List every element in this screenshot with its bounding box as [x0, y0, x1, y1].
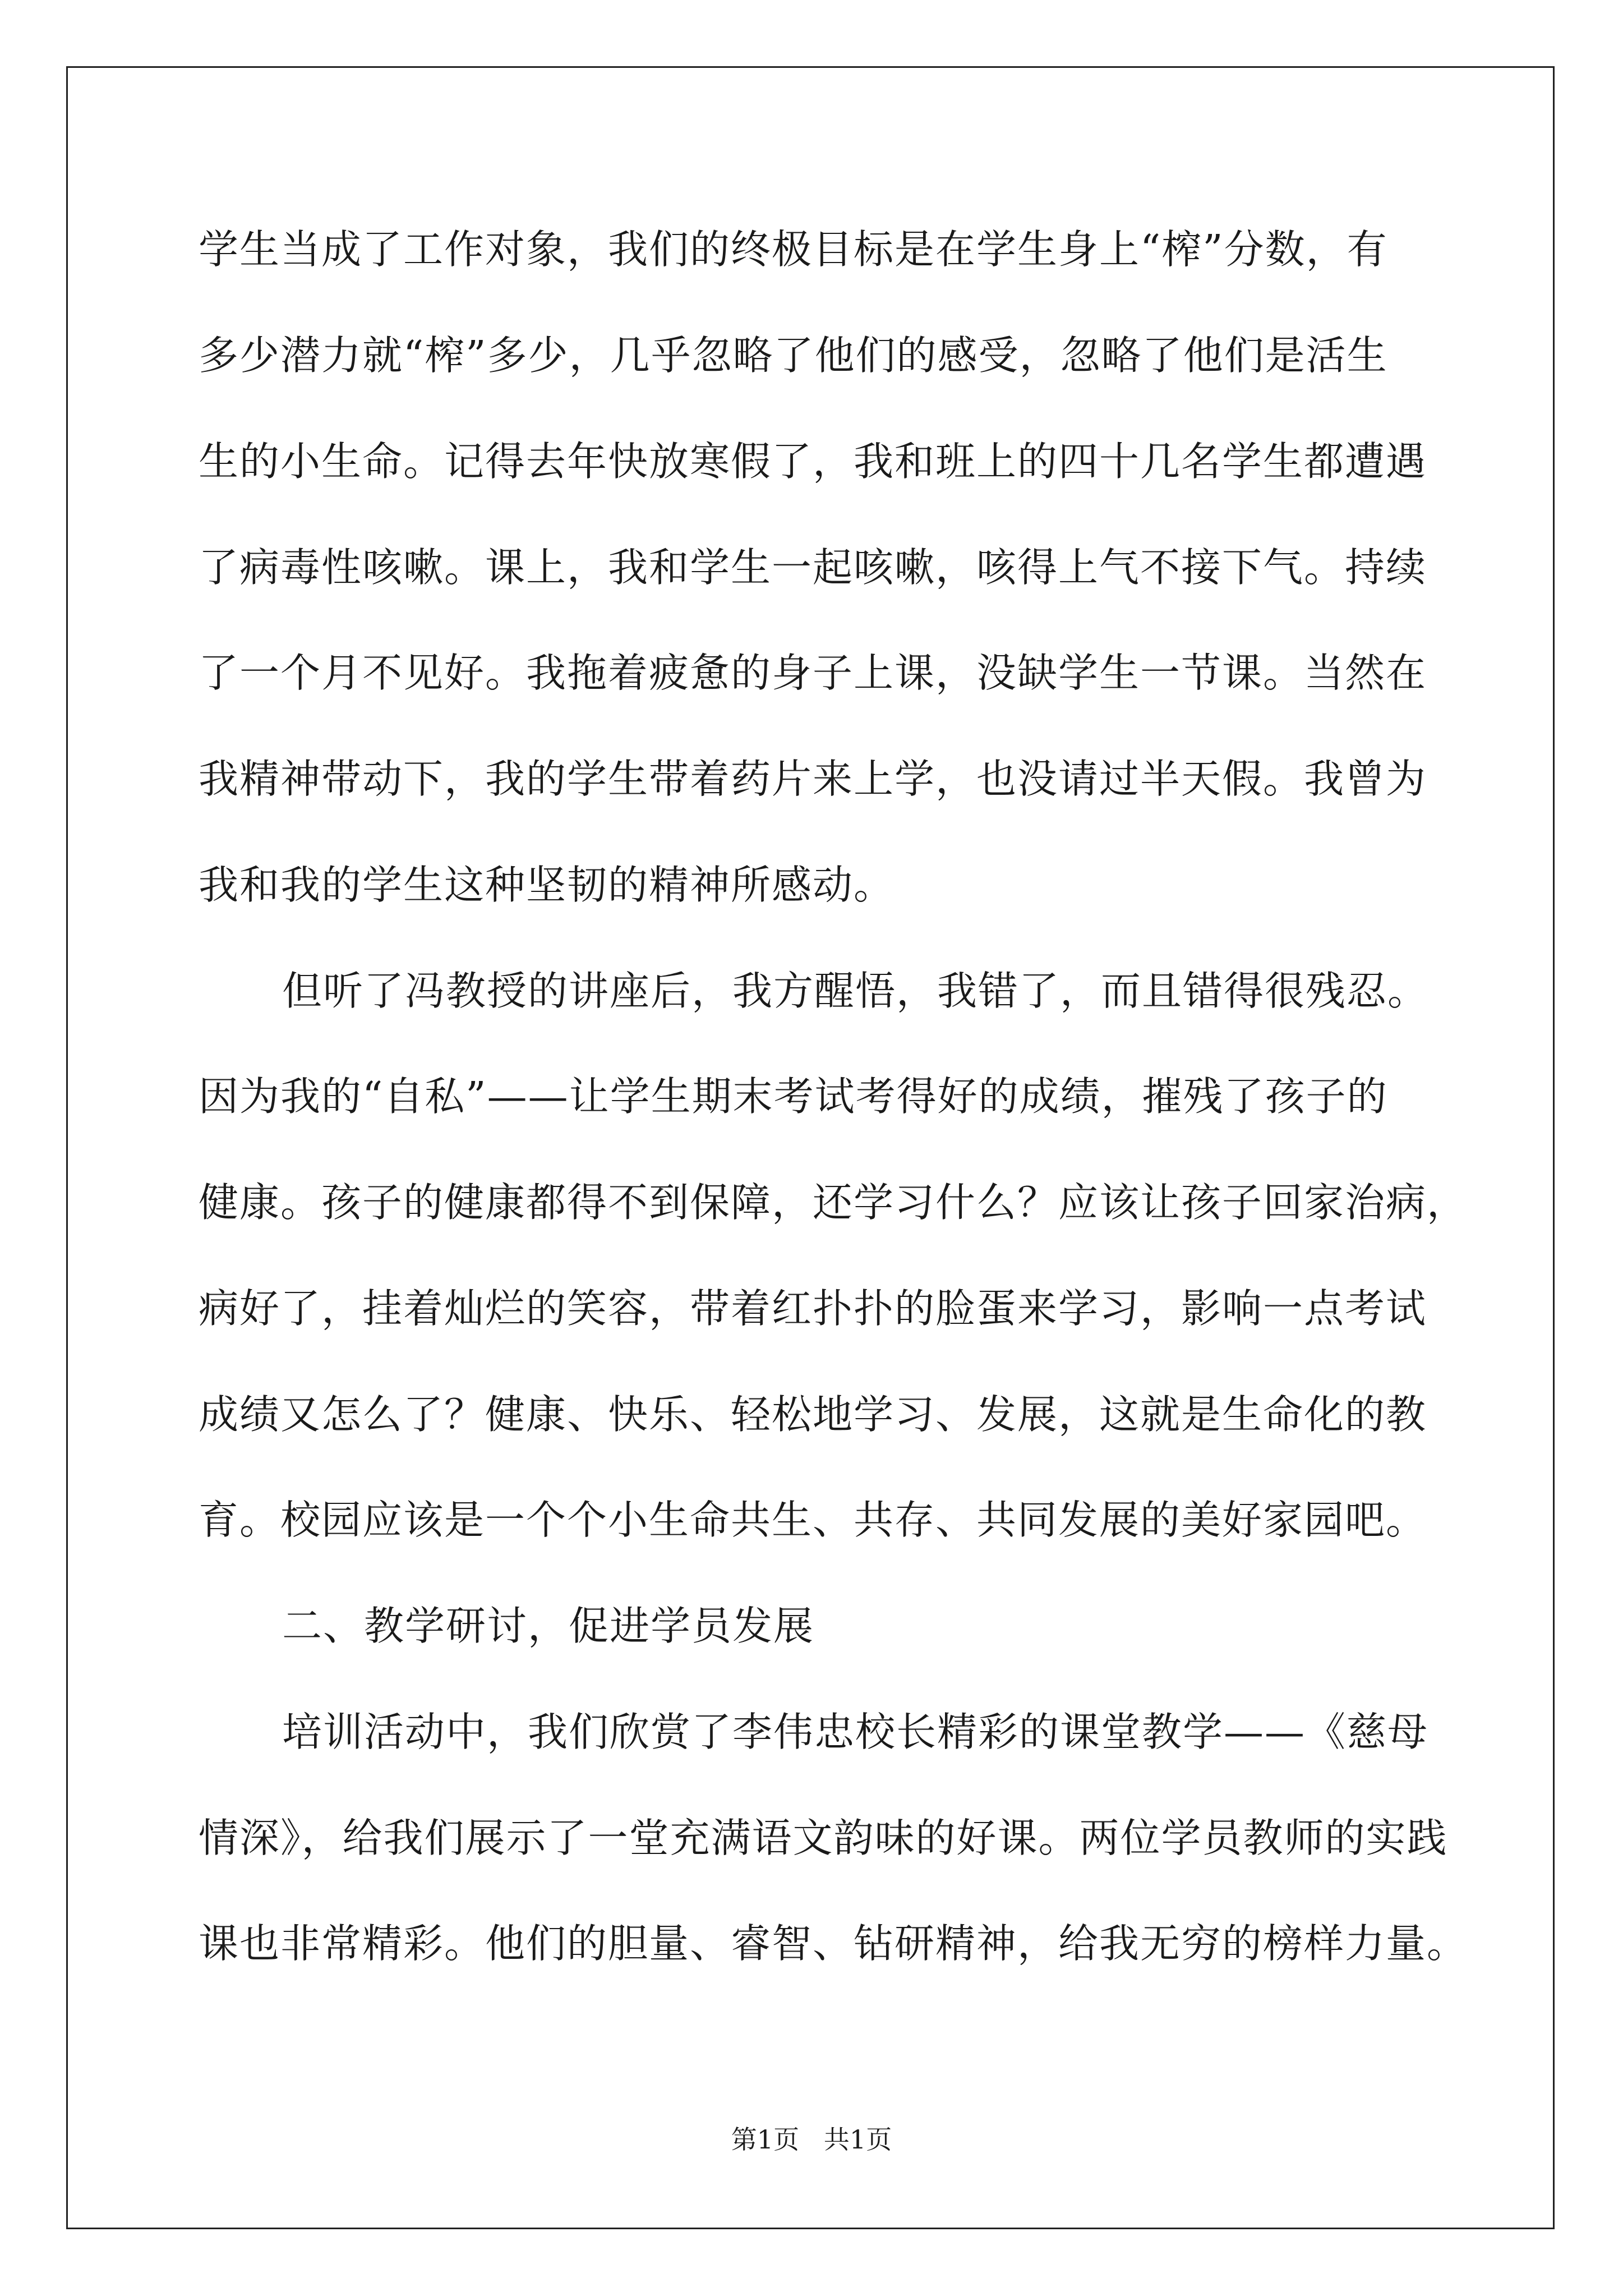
body-text-line: 情深》，给我们展示了一堂充满语文韵味的好课。两位学员教师的实践 — [199, 1815, 1448, 1861]
body-text-line: 育。校园应该是一个个小生命共生、共存、共同发展的美好家园吧。 — [199, 1497, 1427, 1543]
body-text-line: 成绩又怎么了？健康、快乐、轻松地学习、发展，这就是生命化的教 — [199, 1391, 1427, 1438]
body-text-line: 学生当成了工作对象，我们的终极目标是在学生身上“榨”分数，有 — [199, 226, 1388, 273]
body-text-line: 生的小生命。记得去年快放寒假了，我和班上的四十几名学生都遭遇 — [199, 438, 1427, 485]
body-text-line: 因为我的“自私”——让学生期末考试考得好的成绩，摧残了孩子的 — [199, 1073, 1388, 1120]
paragraph-first-line: 但听了冯教授的讲座后，我方醒悟，我错了，而且错得很残忍。 — [282, 968, 1429, 1014]
section-heading: 二、教学研讨，促进学员发展 — [282, 1603, 815, 1649]
paragraph-first-line: 培训活动中，我们欣赏了李伟忠校长精彩的课堂教学——《慈母 — [282, 1709, 1429, 1755]
body-text-line: 健康。孩子的健康都得不到保障，还学习什么？应该让孩子回家治病， — [199, 1179, 1468, 1226]
page-border — [66, 66, 1555, 2229]
page-number-footer: 第1页 共1页 — [731, 2124, 892, 2155]
body-text-line: 我和我的学生这种坚韧的精神所感动。 — [199, 862, 895, 908]
body-text-line: 多少潜力就“榨”多少，几乎忽略了他们的感受，忽略了他们是活生 — [199, 332, 1388, 379]
body-text-line: 课也非常精彩。他们的胆量、睿智、钻研精神，给我无穷的榜样力量。 — [199, 1920, 1468, 1967]
body-text-line: 病好了，挂着灿烂的笑容，带着红扑扑的脸蛋来学习，影响一点考试 — [199, 1285, 1427, 1332]
body-text-line: 了一个月不见好。我拖着疲惫的身子上课，没缺学生一节课。当然在 — [199, 650, 1427, 696]
body-text-line: 我精神带动下，我的学生带着药片来上学，也没请过半天假。我曾为 — [199, 756, 1427, 802]
body-text-line: 了病毒性咳嗽。课上，我和学生一起咳嗽，咳得上气不接下气。持续 — [199, 544, 1427, 591]
